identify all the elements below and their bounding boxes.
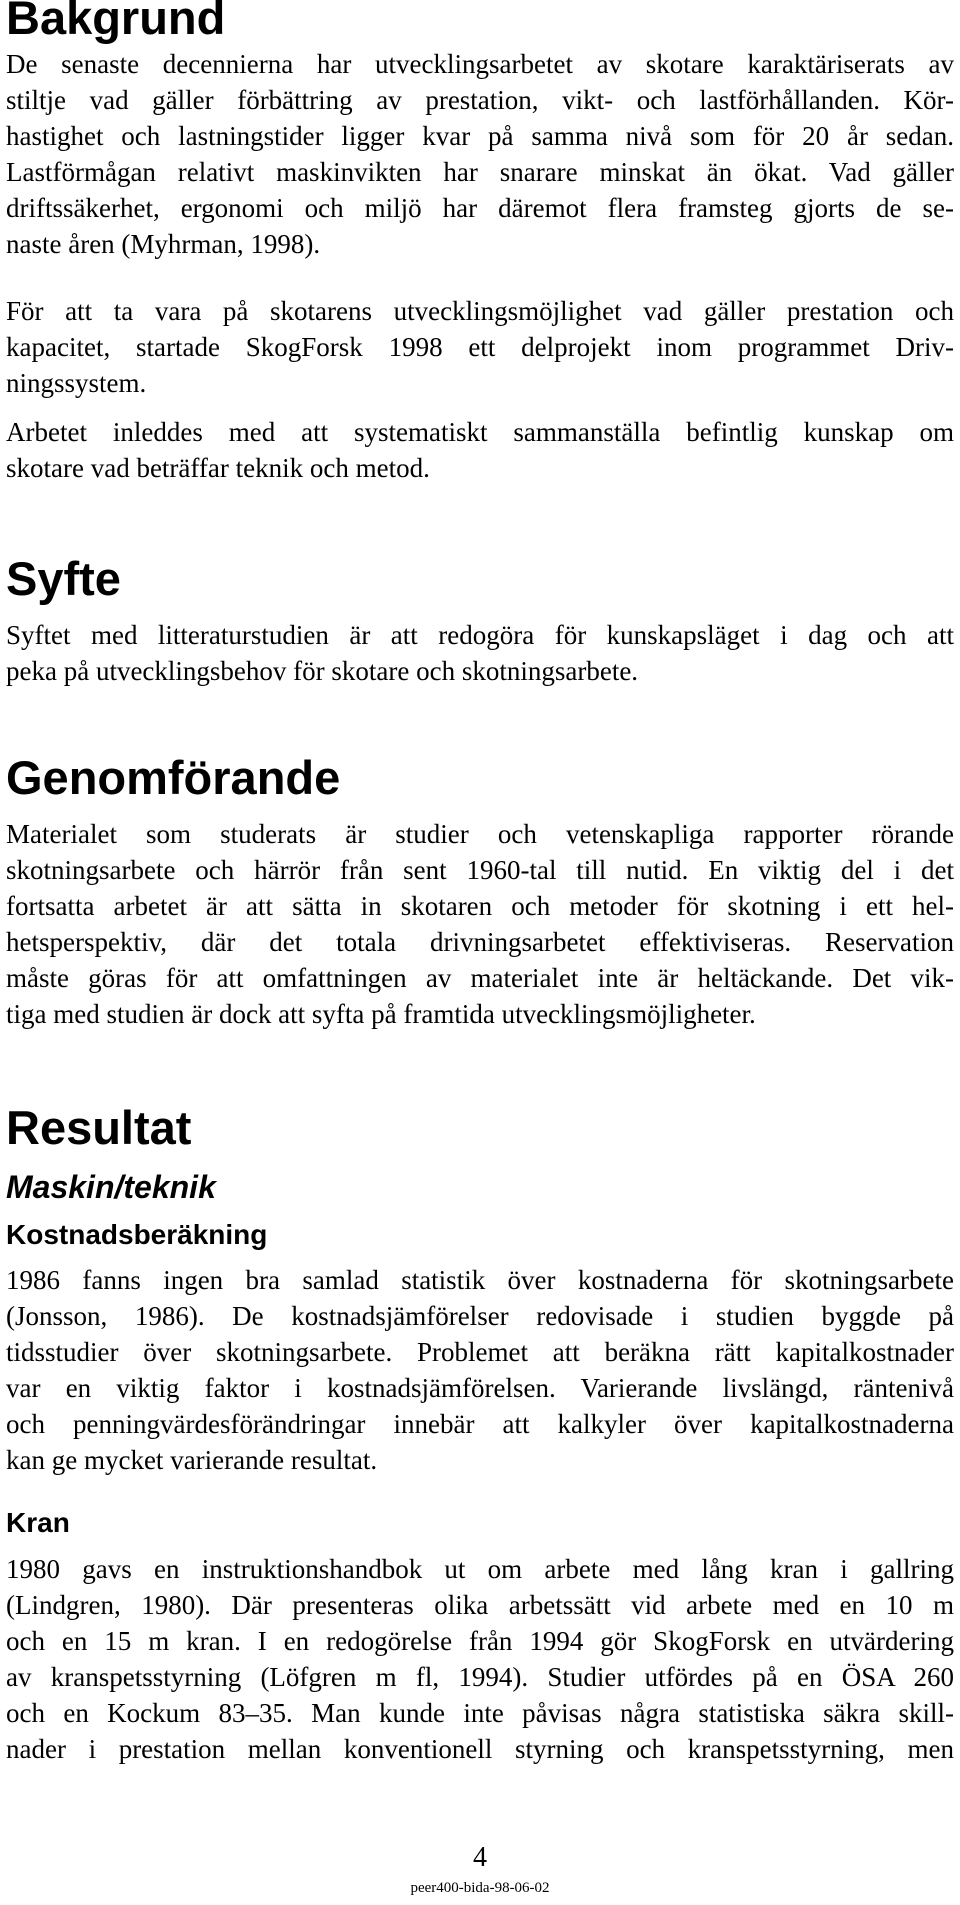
heading-kran: Kran xyxy=(6,1507,70,1538)
text-line: kan ge mycket varierande resultat. xyxy=(6,1445,378,1475)
heading-genomforande: Genomförande xyxy=(6,751,341,804)
text-line: Arbetet inleddes med att systematiskt sammanställa befintlig kunskap om xyxy=(6,417,954,447)
heading-resultat: Resultat xyxy=(6,1101,192,1154)
text-line: måste göras för att omfattningen av materialet inte är heltäckande. Det vik- xyxy=(6,963,954,993)
text-line: nader i prestation mellan konventionell styrning och kranspetsstyrning, men xyxy=(6,1734,954,1764)
text-line: 1986 fanns ingen bra samlad statistik över kostnaderna för skotningsarbete xyxy=(6,1265,954,1295)
heading-syfte: Syfte xyxy=(6,552,121,605)
paragraph-bakgrund-1 xyxy=(6,46,954,262)
text-line: hetsperspektiv, där det totala drivningsarbetet effektiviseras. Reservation xyxy=(6,927,954,957)
paragraph-genomforande xyxy=(6,816,954,1032)
text-line: Materialet som studerats är studier och vetenskapliga rapporter rörande xyxy=(6,819,954,849)
text-line: och penningvärdesförändringar innebär att kalkyler över kapitalkostnaderna xyxy=(6,1409,954,1439)
text-line: av kranspetsstyrning (Löfgren m fl, 1994). Studier utfördes på en ÖSA 260 xyxy=(6,1662,954,1692)
text-line: ningssystem. xyxy=(6,368,147,398)
document-id: peer400-bida-98-06-02 xyxy=(410,1880,550,1896)
text-line: driftssäkerhet, ergonomi och miljö har däremot flera framsteg gjorts de se- xyxy=(6,193,954,223)
text-line: hastighet och lastningstider ligger kvar på samma nivå som för 20 år sedan. xyxy=(6,121,954,151)
paragraph-bakgrund-2 xyxy=(6,293,954,401)
text-line: och en 15 m kran. I en redogörelse från 1994 gör SkogForsk en utvärdering xyxy=(6,1626,954,1656)
text-line: tiga med studien är dock att syfta på framtida utvecklingsmöjligheter. xyxy=(6,999,756,1029)
paragraph-syfte xyxy=(6,617,954,689)
text-line: 1980 gavs en instruktionshandbok ut om arbete med lång kran i gallring xyxy=(6,1554,954,1584)
heading-kostnadsberakning: Kostnadsberäkning xyxy=(6,1219,268,1250)
subheading-maskin-teknik: Maskin/teknik xyxy=(6,1169,216,1205)
text-line: och en Kockum 83–35. Man kunde inte påvisas några statistiska säkra skill- xyxy=(6,1698,954,1728)
heading-bakgrund: Bakgrund xyxy=(6,0,226,44)
text-line: För att ta vara på skotarens utvecklingsmöjlighet vad gäller prestation och xyxy=(6,296,954,326)
text-line: kapacitet, startade SkogForsk 1998 ett delprojekt inom programmet Driv- xyxy=(6,332,954,362)
text-line: fortsatta arbetet är att sätta in skotaren och metoder för skotning i ett hel- xyxy=(6,891,954,921)
text-line: skotare vad beträffar teknik och metod. xyxy=(6,453,430,483)
text-line: De senaste decennierna har utvecklingsarbetet av skotare karaktäriserats av xyxy=(6,49,954,79)
text-line: skotningsarbete och härrör från sent 1960-tal till nutid. En viktig del i det xyxy=(6,855,954,885)
text-line: Syftet med litteraturstudien är att redogöra för kunskapsläget i dag och att xyxy=(6,620,954,650)
paragraph-kran xyxy=(6,1551,954,1767)
text-line: Lastförmågan relativt maskinvikten har snarare minskat än ökat. Vad gäller xyxy=(6,157,954,187)
text-line: (Jonsson, 1986). De kostnadsjämförelser redovisade i studien byggde på xyxy=(6,1301,954,1331)
text-line: naste åren (Myhrman, 1998). xyxy=(6,229,321,259)
paragraph-kostnadsberakning xyxy=(6,1262,954,1478)
paragraph-bakgrund-3 xyxy=(6,414,954,486)
text-line: (Lindgren, 1980). Där presenteras olika arbetssätt vid arbete med en 10 m xyxy=(6,1590,954,1620)
page-number: 4 xyxy=(473,1842,487,1873)
text-line: tidsstudier över skotningsarbete. Problemet att beräkna rätt kapitalkostnader xyxy=(6,1337,954,1367)
text-line: peka på utvecklingsbehov för skotare och skotningsarbete. xyxy=(6,656,639,686)
document-page xyxy=(6,0,956,1905)
text-line: var en viktig faktor i kostnadsjämförelsen. Varierande livslängd, räntenivå xyxy=(6,1373,954,1403)
text-line: stiltje vad gäller förbättring av prestation, vikt- och lastförhållanden. Kör- xyxy=(6,85,954,115)
